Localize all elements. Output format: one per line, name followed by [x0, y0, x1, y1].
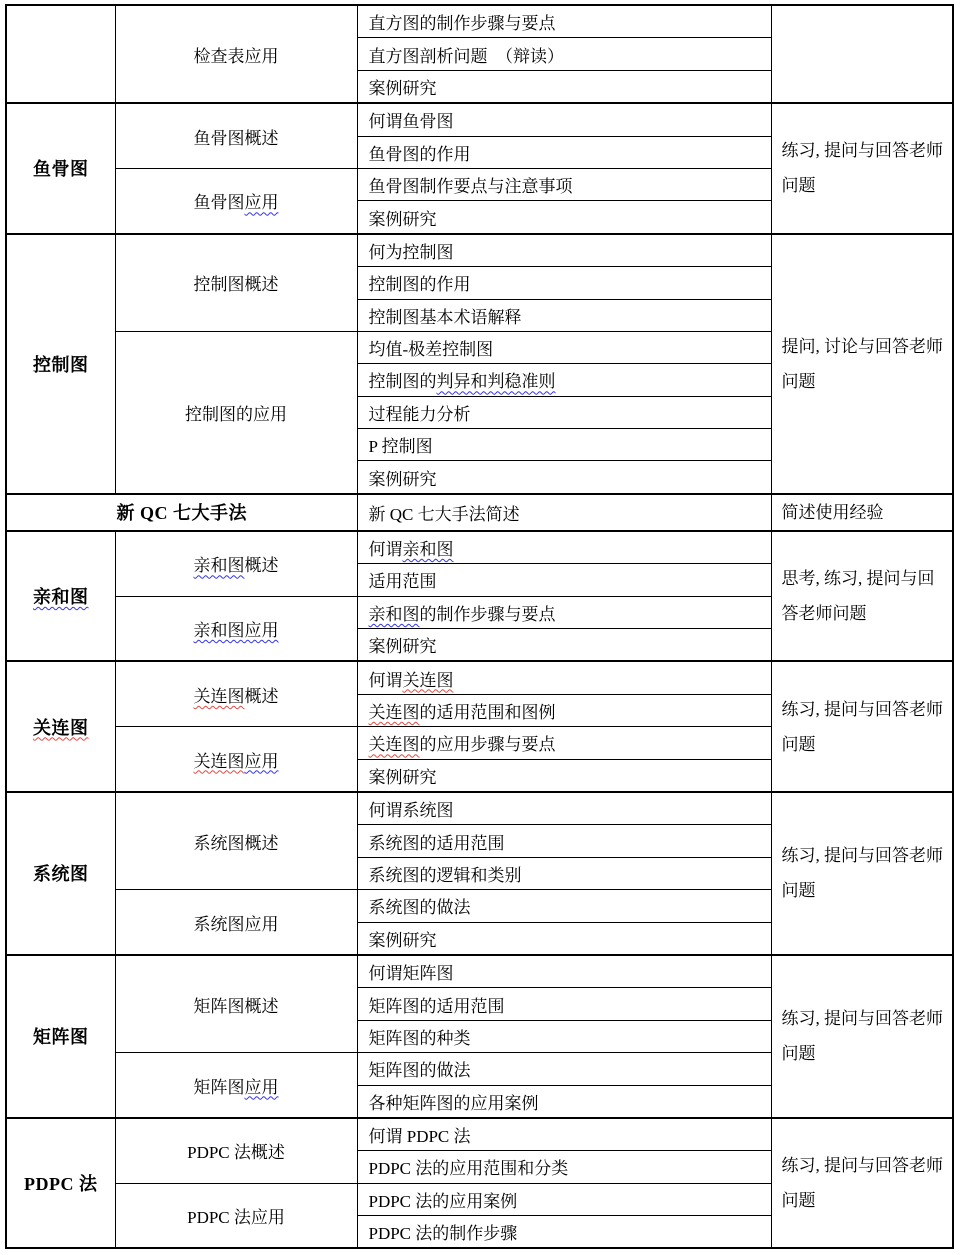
activity-cell [771, 5, 953, 103]
text-segment: 控制图概述 [193, 275, 279, 295]
detail-cell [357, 531, 771, 564]
activity-cell: 提问, 讨论与回答老师问题 [771, 234, 953, 494]
detail-cell [357, 1151, 771, 1183]
detail-cell [357, 629, 771, 662]
detail-cell [357, 38, 771, 70]
detail-cell [357, 461, 771, 494]
subtopic-cell [115, 5, 357, 103]
text-segment: 系统图的适用范围 [368, 833, 505, 853]
tool-cell [6, 955, 115, 1118]
activity-cell: 练习, 提问与回答老师问题 [771, 955, 953, 1118]
subtopic-cell [115, 1118, 357, 1183]
text-segment: 的制作步骤与要点 [419, 604, 556, 624]
detail-cell [357, 825, 771, 857]
detail-cell [357, 1085, 771, 1118]
subtopic-cell [115, 661, 357, 726]
text-segment: 新 QC 七大手法 [116, 503, 247, 524]
text-segment: 均值-极差控制图 [368, 340, 494, 360]
text-segment: 矩阵图的种类 [368, 1028, 471, 1048]
detail-cell [357, 792, 771, 825]
detail-cell [357, 727, 771, 759]
text-segment-squiggle-blue: 亲和图 [368, 604, 420, 624]
subtopic-cell [115, 1053, 357, 1118]
activity-cell: 练习, 提问与回答老师问题 [771, 661, 953, 792]
detail-cell [357, 955, 771, 988]
table-row [6, 494, 953, 531]
subtopic-cell [115, 890, 357, 955]
detail-cell [357, 5, 771, 38]
text-segment-squiggle-red: 关连图 [368, 735, 420, 755]
table-row [6, 103, 953, 136]
text-segment: 适用范围 [368, 572, 437, 592]
subtopic-cell [115, 531, 357, 596]
text-segment: 案例研究 [368, 767, 437, 787]
text-segment: 矩阵图 [193, 1077, 245, 1097]
subtopic-cell [115, 1183, 357, 1248]
text-segment: PDPC 法应用 [187, 1208, 285, 1228]
table-row [6, 234, 953, 267]
detail-cell [357, 168, 771, 200]
subtopic-cell [115, 331, 357, 493]
detail-cell [357, 267, 771, 299]
table-row [6, 5, 953, 38]
text-segment: 何为控制图 [368, 242, 454, 262]
text-segment: 控制图的应用 [185, 404, 287, 424]
tool-cell [6, 531, 115, 662]
tool-cell [6, 494, 357, 531]
detail-cell [357, 988, 771, 1020]
text-segment: 的适用范围和图例 [419, 703, 556, 722]
activity-cell: 简述使用经验 [771, 494, 953, 531]
text-segment-squiggle-blue: 亲和图 [33, 587, 89, 608]
text-segment-squiggle-red: 关连图 [193, 751, 245, 771]
text-segment: 系统图应用 [193, 914, 279, 934]
subtopic-cell [115, 727, 357, 792]
tool-cell [6, 661, 115, 792]
text-segment: 何谓鱼骨图 [368, 112, 454, 132]
tool-cell [6, 103, 115, 234]
activity-cell: 练习, 提问与回答老师问题 [771, 103, 953, 234]
text-segment-squiggle-blue: 应用 [244, 751, 279, 771]
text-segment: PDPC 法的应用案例 [368, 1191, 518, 1211]
detail-cell [357, 103, 771, 136]
text-segment: 各种矩阵图的应用案例 [368, 1093, 539, 1113]
text-segment-squiggle-red: 关连图 [193, 686, 245, 706]
text-segment: 控制图的 [368, 372, 437, 392]
text-segment-squiggle-blue: 亲和图 [402, 540, 454, 560]
activity-cell: 练习, 提问与回答老师问题 [771, 1118, 953, 1249]
activity-cell: 练习, 提问与回答老师问题 [771, 792, 953, 955]
subtopic-cell [115, 792, 357, 890]
text-segment: PDPC 法的制作步骤 [368, 1224, 518, 1244]
detail-cell [357, 922, 771, 955]
text-segment: 控制图 [33, 354, 89, 375]
tool-cell [6, 5, 115, 103]
text-segment: 系统图的做法 [368, 898, 471, 918]
text-segment: 矩阵图 [33, 1027, 89, 1048]
tool-cell [6, 1118, 115, 1249]
table-row [6, 531, 953, 564]
text-segment-squiggle-blue: 亲和图应用 [193, 621, 279, 641]
detail-cell [357, 1053, 771, 1085]
text-segment: PDPC 法 [24, 1174, 98, 1195]
detail-cell [357, 661, 771, 694]
text-segment: 何谓矩阵图 [368, 964, 454, 984]
table-row [6, 1118, 953, 1151]
text-segment: 矩阵图的做法 [368, 1061, 471, 1081]
text-segment: 鱼骨图 [193, 193, 245, 213]
text-segment-squiggle-blue: 判异和判稳准则 [436, 372, 556, 392]
text-segment: 案例研究 [368, 209, 437, 229]
text-segment: P 控制图 [368, 437, 433, 457]
detail-cell [357, 201, 771, 234]
detail-cell [357, 890, 771, 922]
text-segment-squiggle-blue: 应用 [244, 193, 279, 213]
detail-cell [357, 136, 771, 168]
text-segment: 矩阵图概述 [193, 996, 279, 1016]
text-segment: 案例研究 [368, 637, 437, 657]
text-segment: 的应用步骤与要点 [419, 735, 556, 755]
tool-cell [6, 234, 115, 494]
detail-cell [357, 494, 771, 531]
text-segment: 概述 [244, 686, 279, 706]
detail-cell [357, 364, 771, 396]
activity-cell: 思考, 练习, 提问与回答老师问题 [771, 531, 953, 662]
text-segment: 新 QC 七大手法简述 [368, 504, 520, 524]
text-segment: 直方图的制作步骤与要点 [368, 14, 556, 34]
text-segment: PDPC 法概述 [187, 1143, 285, 1163]
text-segment: 何谓 [368, 670, 403, 690]
text-segment: 系统图的逻辑和类别 [368, 865, 522, 885]
text-segment: 矩阵图的适用范围 [368, 996, 505, 1016]
tool-cell [6, 792, 115, 955]
text-segment: 鱼骨图概述 [193, 128, 279, 148]
detail-cell [357, 429, 771, 461]
text-segment: 检查表应用 [193, 46, 279, 66]
detail-cell [357, 694, 771, 726]
detail-cell [357, 759, 771, 792]
text-segment: 案例研究 [368, 469, 437, 489]
text-segment: 鱼骨图制作要点与注意事项 [368, 177, 573, 197]
detail-cell [357, 1020, 771, 1052]
text-segment: 系统图 [33, 864, 89, 885]
detail-cell [357, 1118, 771, 1151]
detail-cell [357, 1216, 771, 1249]
text-segment: PDPC 法的应用范围和分类 [368, 1159, 569, 1179]
detail-cell [357, 596, 771, 628]
table-row [6, 792, 953, 825]
detail-cell [357, 70, 771, 103]
text-segment: 案例研究 [368, 78, 437, 98]
course-outline-body [6, 5, 953, 1248]
text-segment: 控制图的作用 [368, 275, 471, 295]
subtopic-cell [115, 103, 357, 168]
subtopic-cell [115, 955, 357, 1053]
detail-cell [357, 857, 771, 889]
subtopic-cell [115, 596, 357, 661]
detail-cell [357, 396, 771, 428]
text-segment-squiggle-blue: 亲和图 [193, 556, 245, 576]
table-row [6, 955, 953, 988]
table-row [6, 661, 953, 694]
text-segment: 鱼骨图 [33, 159, 89, 180]
text-segment: 案例研究 [368, 930, 437, 950]
text-segment-squiggle-red: 关连图 [33, 717, 89, 738]
detail-cell [357, 299, 771, 331]
subtopic-cell [115, 234, 357, 332]
text-segment-squiggle-red: 关连图 [368, 703, 420, 722]
text-segment: 何谓 [368, 540, 403, 560]
text-segment: 何谓系统图 [368, 801, 454, 821]
text-segment: 系统图概述 [193, 833, 279, 853]
subtopic-cell [115, 168, 357, 233]
text-segment-squiggle-red: 关连图 [402, 670, 454, 690]
text-segment: 何谓 PDPC 法 [368, 1127, 471, 1147]
text-segment: 控制图基本术语解释 [368, 307, 522, 327]
text-segment: 过程能力分析 [368, 404, 471, 424]
detail-cell [357, 1183, 771, 1215]
detail-cell [357, 234, 771, 267]
text-segment: 概述 [244, 556, 279, 576]
detail-cell [357, 331, 771, 363]
text-segment: 直方图剖析问题 （辩读） [368, 46, 564, 66]
course-outline-table [5, 4, 954, 1249]
text-segment: 鱼骨图的作用 [368, 144, 471, 164]
text-segment-squiggle-blue: 应用 [244, 1077, 279, 1097]
detail-cell [357, 564, 771, 596]
